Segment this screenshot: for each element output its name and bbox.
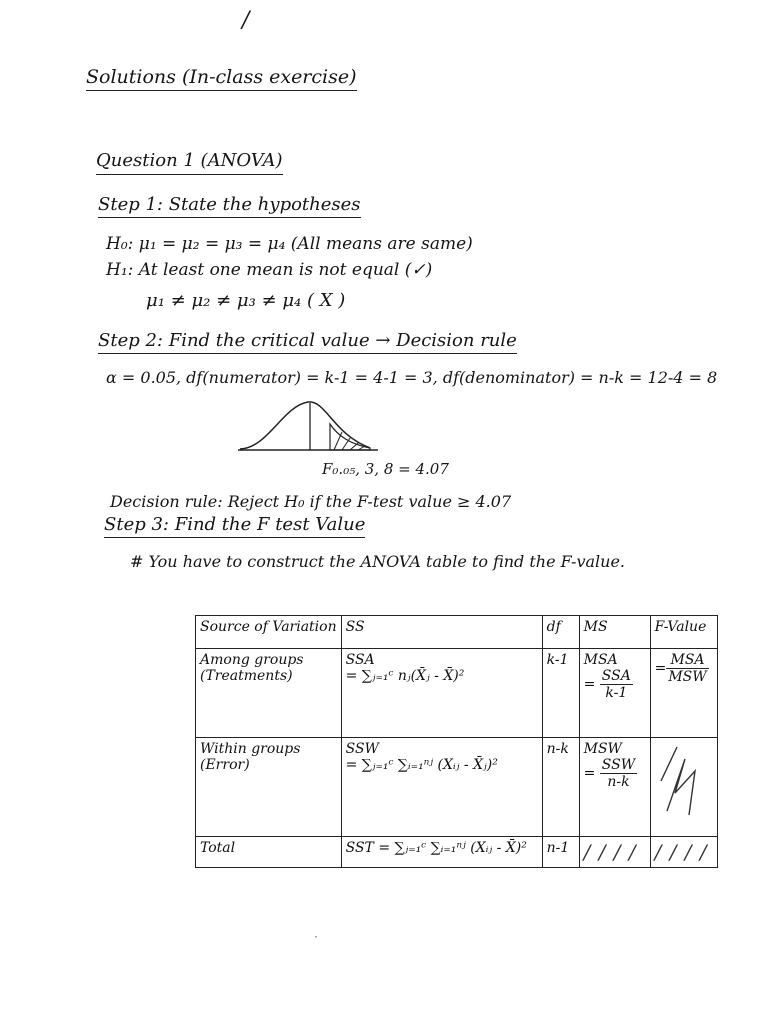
crossed-out-scribble xyxy=(655,741,705,821)
header-df: df xyxy=(542,616,579,649)
among-ms: MSA = $\frac{\text{SSA}}{k-1}$ xyxy=(579,649,650,738)
header-ss: SS xyxy=(341,616,542,649)
within-ss xyxy=(341,738,542,837)
critical-value: F₀.₀₅, 3, 8 = 4.07 xyxy=(322,460,449,478)
anova-table xyxy=(195,615,718,868)
f-distribution-sketch xyxy=(238,398,378,458)
within-df: n-k xyxy=(542,738,579,837)
within-ms-frac: $\frac{\text{SSW}}{n-k}$ xyxy=(601,757,636,790)
among-source-alt: (Treatments) xyxy=(200,668,293,684)
step1-heading: Step 1: State the hypotheses xyxy=(98,194,361,218)
within-ms-name: MSW xyxy=(583,741,622,757)
alternative-hypothesis-wrong: μ₁ ≠ μ₂ ≠ μ₃ ≠ μ₄ ( X ) xyxy=(146,290,346,311)
among-source xyxy=(196,649,342,738)
hatch xyxy=(334,432,342,450)
among-f: = $\frac{\text{MSA}}{\text{MSW}}$ xyxy=(650,649,717,738)
header-ms: MS xyxy=(579,616,650,649)
question-heading: Question 1 (ANOVA) xyxy=(96,150,283,175)
decision-rule: Decision rule: Reject H₀ if the F-test value ≥ 4.07 xyxy=(110,492,512,511)
alternative-hypothesis: H₁: At least one mean is not equal (✓) xyxy=(106,260,433,280)
total-f-crossed: / / / / xyxy=(650,837,717,868)
within-source-name: Within groups xyxy=(200,741,301,757)
f-value-frac: $\frac{\text{MSA}}{\text{MSW}}$ xyxy=(668,652,707,685)
total-ms-crossed: / / / / xyxy=(579,837,650,868)
header-f: F-Value xyxy=(650,616,717,649)
null-hypothesis: H₀: μ₁ = μ₂ = μ₃ = μ₄ (All means are same) xyxy=(106,234,473,254)
table-header-row xyxy=(196,616,718,649)
among-ms-name: MSA xyxy=(583,652,618,668)
step2-heading: Step 2: Find the critical value → Decision rule xyxy=(98,330,517,354)
step3-heading: Step 3: Find the F test Value xyxy=(104,514,365,538)
total-df: n-1 xyxy=(542,837,579,868)
total-ss: SST = ∑ⱼ₌₁ᶜ ∑ᵢ₌₁ⁿʲ (Xᵢⱼ - X̄̄)² xyxy=(341,837,542,868)
total-source: Total xyxy=(196,837,342,868)
alpha-df-line: α = 0.05, df(numerator) = k-1 = 4-1 = 3, df(denominator) = n-k = 12-4 = 8 xyxy=(106,368,718,387)
within-f-crossed xyxy=(650,738,717,837)
among-ss-formula: = ∑ⱼ₌₁ᶜ nⱼ(X̄ⱼ - X̄̄)² xyxy=(345,668,465,684)
within-ms: MSW = $\frac{\text{SSW}}{n-k}$ xyxy=(579,738,650,837)
paper-speck: · xyxy=(314,930,318,944)
pen-mark: / xyxy=(242,8,250,33)
within-source-alt: (Error) xyxy=(200,757,250,773)
hatch xyxy=(350,443,358,450)
within-source xyxy=(196,738,342,837)
header-source: Source of Variation xyxy=(196,616,342,649)
table-row-among xyxy=(196,649,718,738)
within-ss-name: SSW xyxy=(345,741,379,757)
anova-note: # You have to construct the ANOVA table to find the F-value. xyxy=(130,552,625,571)
within-ss-formula: = ∑ⱼ₌₁ᶜ ∑ᵢ₌₁ⁿʲ (Xᵢⱼ - X̄ⱼ)² xyxy=(345,757,498,773)
page-title: Solutions (In-class exercise) xyxy=(86,66,357,91)
among-ms-frac: $\frac{\text{SSA}}{k-1}$ xyxy=(601,668,631,701)
table-row-total xyxy=(196,837,718,868)
among-ss xyxy=(341,649,542,738)
among-source-name: Among groups xyxy=(200,652,304,668)
table-row-within xyxy=(196,738,718,837)
among-ss-name: SSA xyxy=(345,652,375,668)
among-df: k-1 xyxy=(542,649,579,738)
